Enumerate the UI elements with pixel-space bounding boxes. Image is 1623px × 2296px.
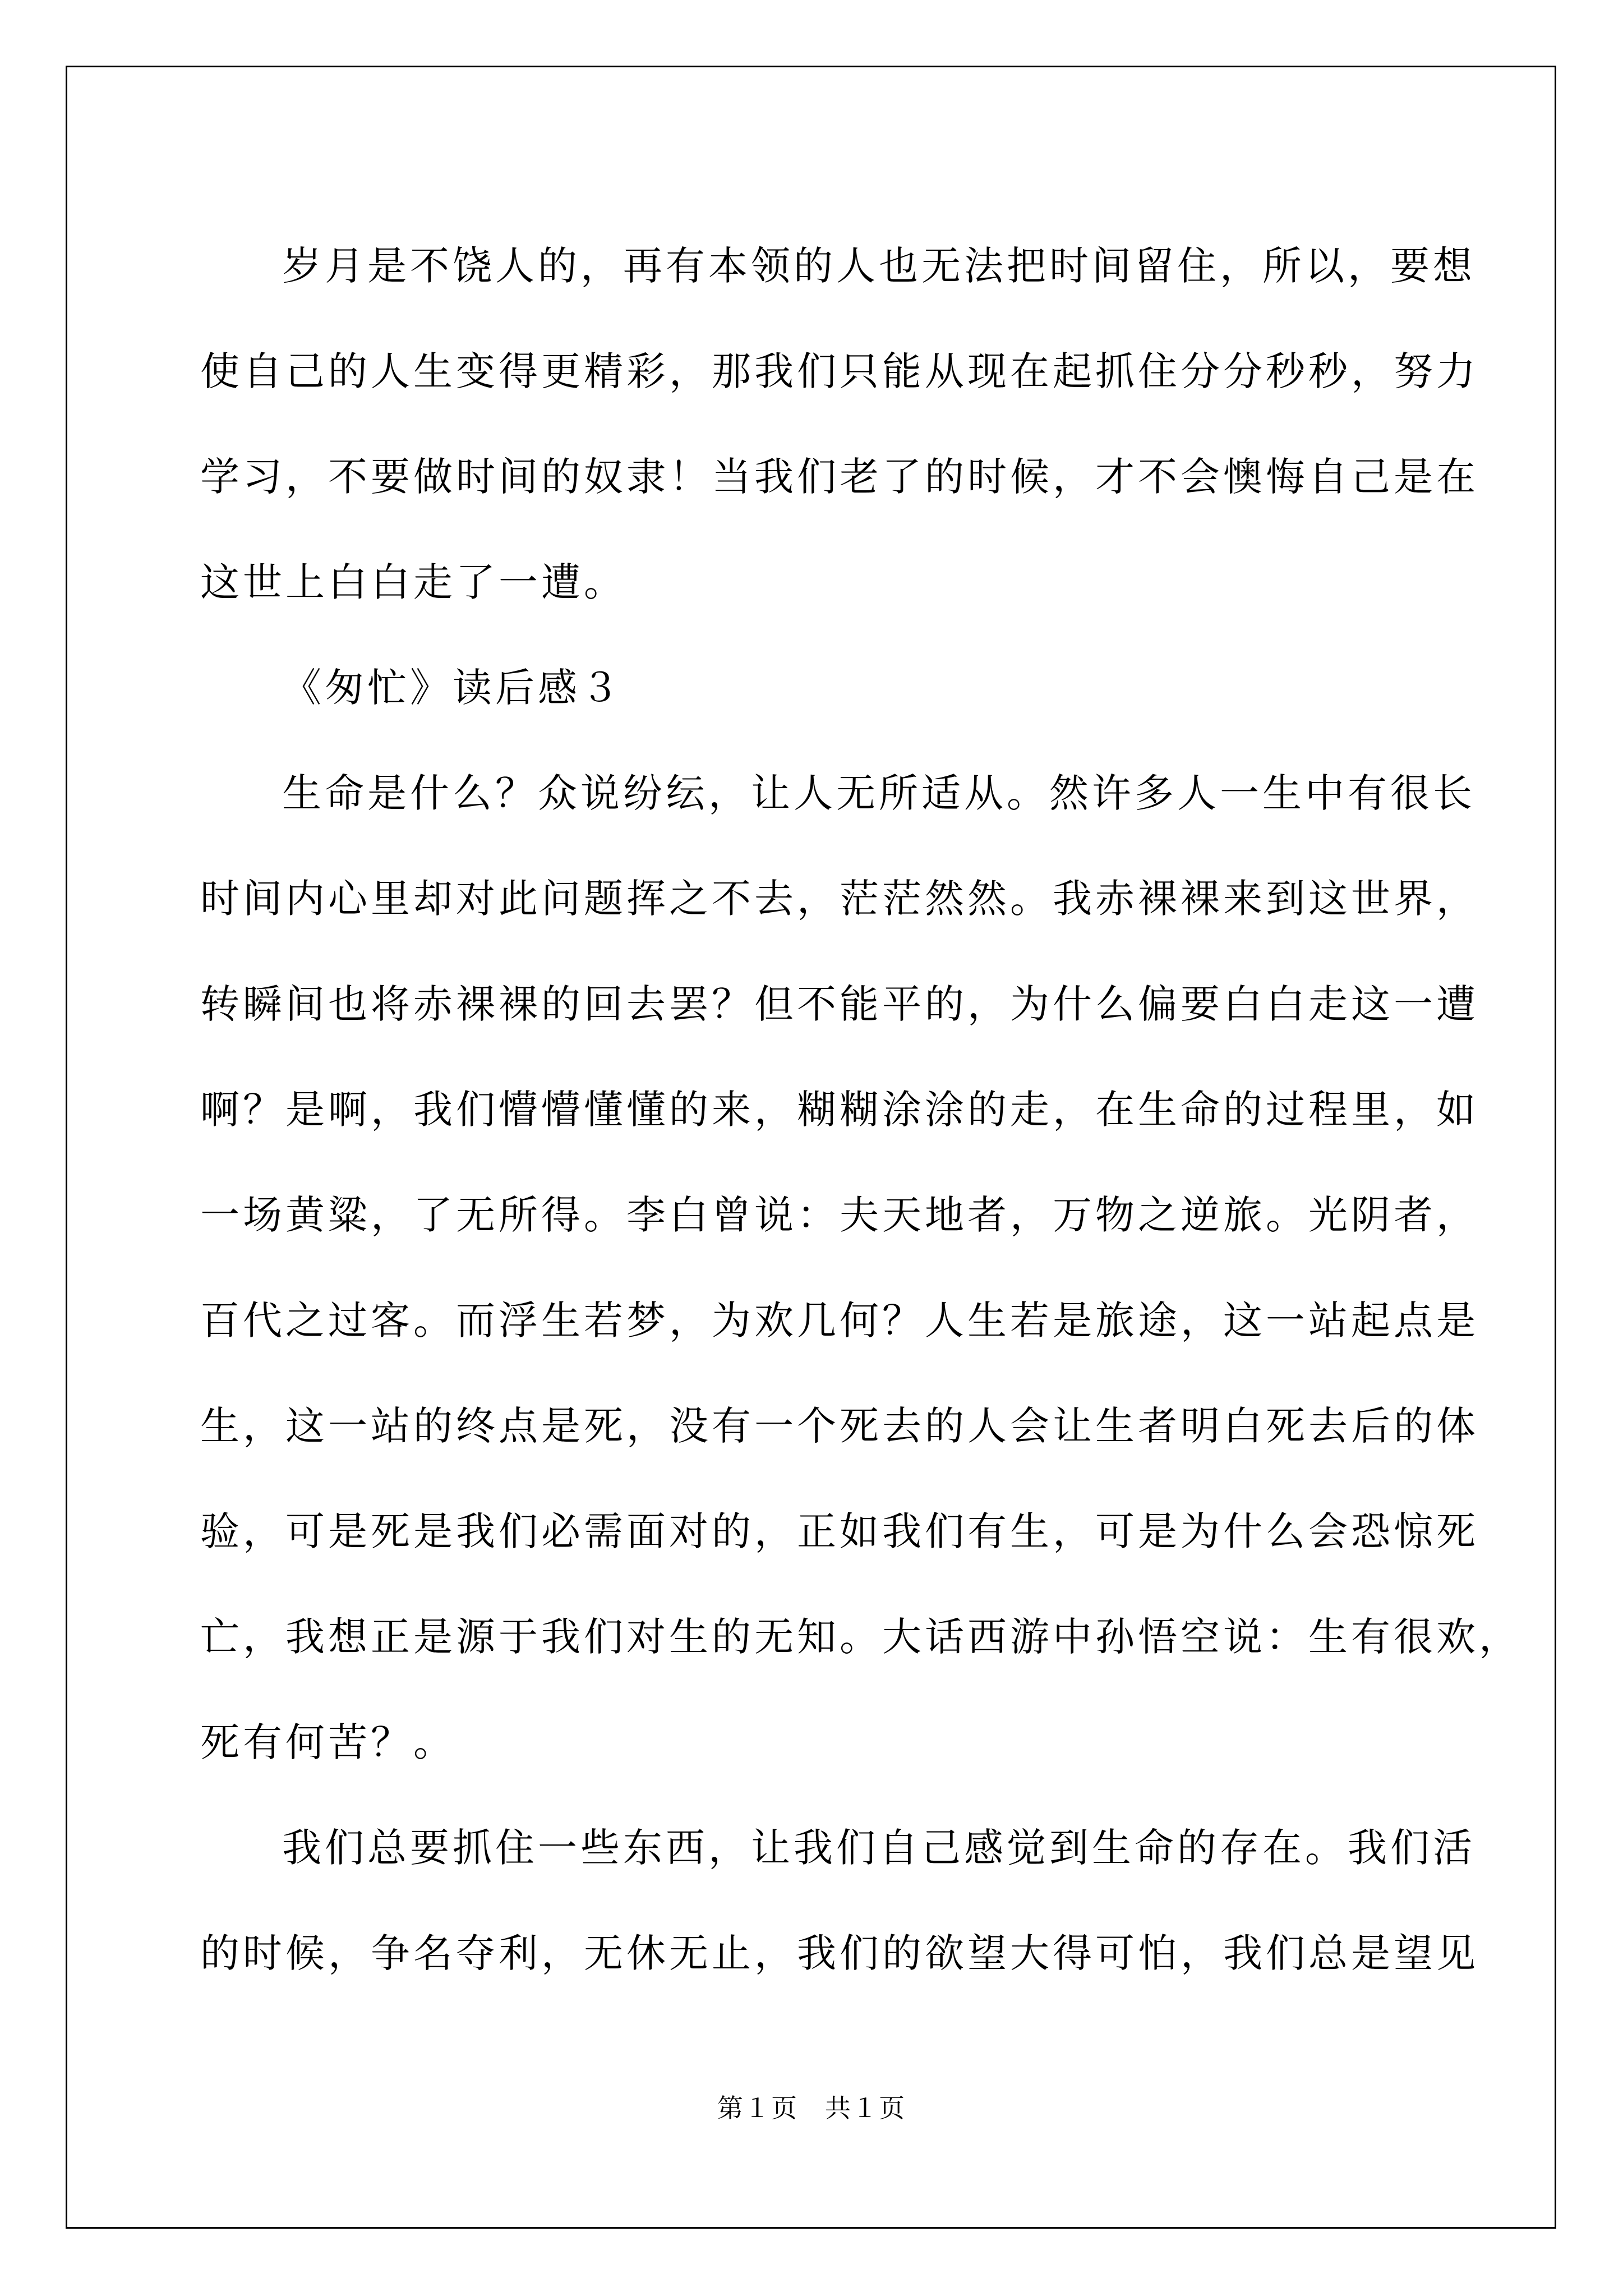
text-line: 百代之过客。而浮生若梦，为欢几何？人生若是旅途，这一站起点是	[200, 1297, 1479, 1343]
text-line: 生命是什么？众说纷纭，让人无所适从。然许多人一生中有很长	[282, 770, 1476, 816]
text-line: 一场黄粱，了无所得。李白曾说：夫天地者，万物之逆旅。光阴者，	[200, 1192, 1479, 1238]
paragraph-2	[200, 740, 1521, 1795]
text-line: 亡，我想正是源于我们对生的无知。大话西游中孙悟空说：生有很欢，	[200, 1614, 1521, 1660]
paragraph-1	[200, 213, 1479, 635]
text-line: 转瞬间也将赤裸裸的回去罢？但不能平的，为什么偏要白白走这一遭	[200, 981, 1479, 1027]
text-line: 啊？是啊，我们懵懵懂懂的来，糊糊涂涂的走，在生命的过程里，如	[200, 1087, 1479, 1133]
heading-text: 《匆忙》读后感３	[282, 665, 623, 711]
paragraph-3	[200, 1795, 1479, 2006]
page-footer: 第１页 共１页	[717, 2093, 906, 2123]
text-line: 死有何苦？。	[200, 1719, 456, 1765]
text-line: 岁月是不饶人的，再有本领的人也无法把时间留住，所以，要想	[282, 243, 1476, 289]
text-line: 的时候，争名夺利，无休无止，我们的欲望大得可怕，我们总是望见	[200, 1930, 1479, 1976]
text-line: 验，可是死是我们必需面对的，正如我们有生，可是为什么会恐惊死	[200, 1508, 1479, 1554]
text-line: 我们总要抓住一些东西，让我们自己感觉到生命的存在。我们活	[282, 1825, 1476, 1871]
text-line: 时间内心里却对此问题挥之不去，茫茫然然。我赤裸裸来到这世界，	[200, 876, 1479, 922]
text-line: 学习，不要做时间的奴隶！当我们老了的时候，才不会懊悔自己是在	[200, 454, 1479, 500]
text-line: 使自己的人生变得更精彩，那我们只能从现在起抓住分分秒秒，努力	[200, 348, 1479, 394]
section-heading	[200, 635, 1434, 740]
text-line: 这世上白白走了一遭。	[200, 559, 626, 605]
document-body	[200, 213, 1521, 2006]
text-line: 生，这一站的终点是死，没有一个死去的人会让生者明白死去后的体	[200, 1403, 1479, 1449]
